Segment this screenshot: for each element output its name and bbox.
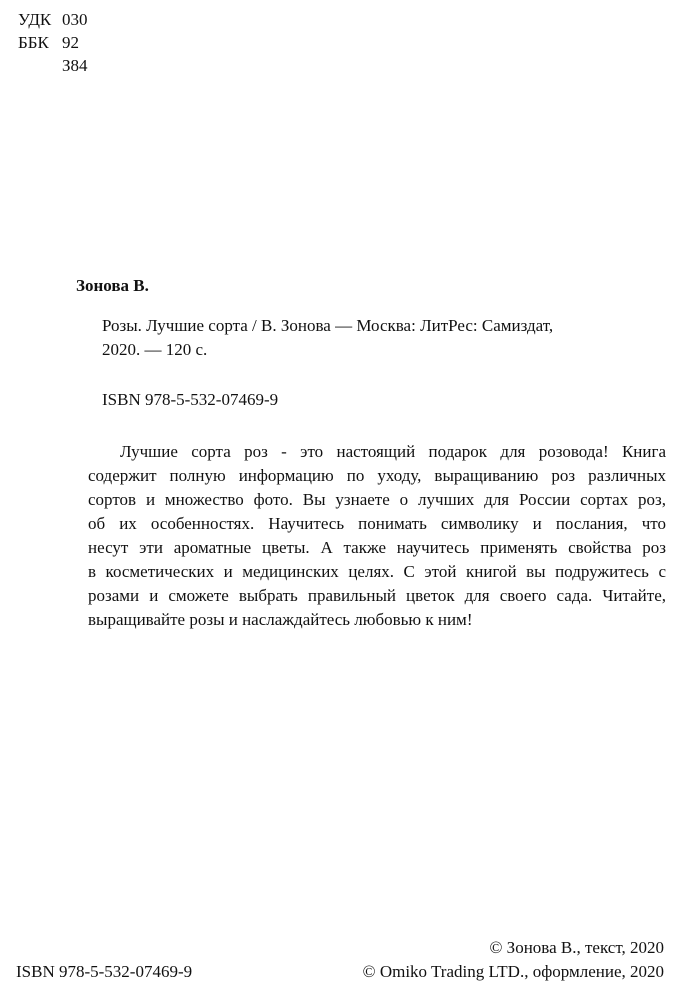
annotation-line: об их особенностях. Научитесь понимать символику и послания, что: [88, 514, 666, 533]
copyright-text: © Зонова В., текст, 2020: [489, 938, 664, 957]
classification-row-udk: [18, 8, 88, 31]
classification-key: ББК: [18, 33, 49, 52]
annotation-line: содержит полную информацию по уходу, выращиванию роз различных: [88, 466, 666, 485]
annotation-line: выращивайте розы и наслаждайтесь любовью к ним!: [88, 610, 473, 629]
annotation: [88, 440, 666, 632]
classification-value: 92: [62, 33, 79, 52]
classification-value: З84: [62, 56, 88, 75]
annotation-line: сортов и множество фото. Вы узнаете о лучших для России сортах роз,: [88, 490, 666, 509]
classification-block: [18, 8, 88, 77]
bibliographic-line: 2020. — 120 с.: [102, 340, 208, 359]
author-heading: Зонова В.: [76, 276, 149, 295]
annotation-line: Лучшие сорта роз - это настоящий подарок для розовода! Книга: [120, 442, 666, 461]
annotation-line: в косметических и медицинских целях. С этой книгой вы подружитесь с: [88, 562, 666, 581]
footer-isbn: ISBN 978-5-532-07469-9: [16, 962, 193, 981]
classification-key: [18, 54, 62, 77]
bibliographic-record: [102, 314, 553, 362]
copyright-design: © Omiko Trading LTD., оформление, 2020: [362, 962, 664, 981]
classification-key: УДК: [18, 10, 52, 29]
annotation-line: несут эти ароматные цветы. А также научитесь применять свойства роз: [88, 538, 666, 557]
isbn: ISBN 978-5-532-07469-9: [102, 390, 279, 409]
annotation-line: розами и сможете выбрать правильный цветок для своего сада. Читайте,: [88, 586, 666, 605]
copyright-block: [363, 936, 664, 984]
bibliographic-line: Розы. Лучшие сорта / В. Зонова — Москва: ЛитРес: Самиздат,: [102, 316, 554, 335]
classification-row-author-mark: [18, 54, 88, 77]
classification-row-bbk: [18, 31, 88, 54]
classification-value: 030: [62, 10, 88, 29]
